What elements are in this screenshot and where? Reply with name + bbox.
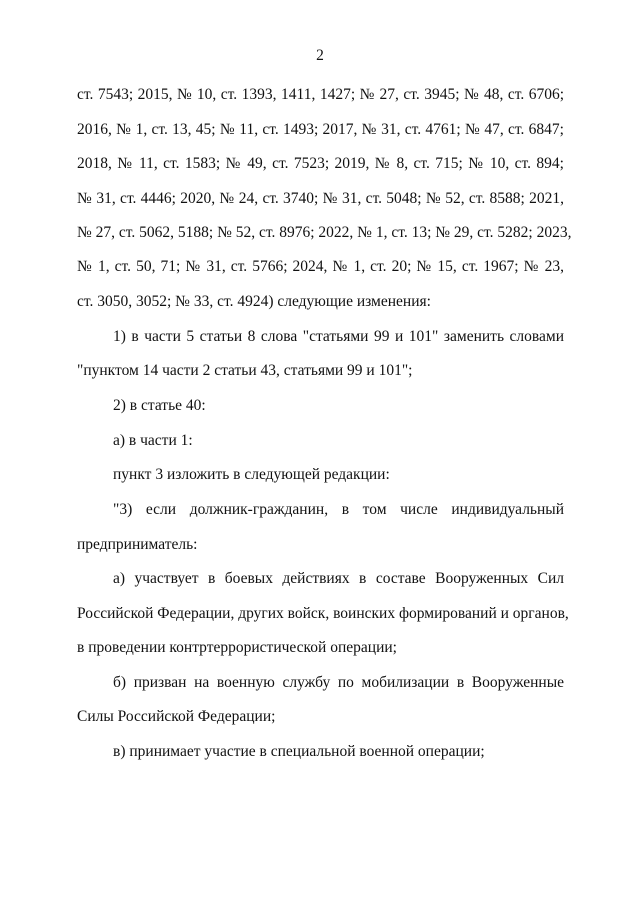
text-line: в проведении контртеррористической операции; [77, 639, 397, 656]
page-number: 2 [316, 47, 324, 64]
text-line: Российской Федерации, других войск, воинских формирований и органов, [77, 605, 569, 622]
paragraph-first-line: б) призван на военную службу по мобилизации в Вооруженные [113, 674, 564, 691]
text-line: № 1, ст. 50, 71; № 31, ст. 5766; 2024, № 1, ст. 20; № 15, ст. 1967; № 23, [77, 258, 564, 275]
text-line: 2018, № 11, ст. 1583; № 49, ст. 7523; 2019, № 8, ст. 715; № 10, ст. 894; [77, 155, 564, 172]
paragraph-first-line: 1) в части 5 статьи 8 слова "статьями 99 и 101" заменить словами [113, 328, 564, 345]
paragraph-first-line: "3) если должник-гражданин, в том числе индивидуальный [113, 501, 564, 518]
paragraph-first-line: в) принимает участие в специальной военной операции; [113, 743, 485, 760]
text-line: № 27, ст. 5062, 5188; № 52, ст. 8976; 2022, № 1, ст. 13; № 29, ст. 5282; 2023, [77, 224, 572, 241]
text-line: предприниматель: [77, 536, 198, 553]
paragraph-first-line: пункт 3 изложить в следующей редакции: [113, 466, 390, 483]
paragraph-first-line: а) участвует в боевых действиях в составе Вооруженных Сил [113, 570, 564, 587]
text-line: 2016, № 1, ст. 13, 45; № 11, ст. 1493; 2017, № 31, ст. 4761; № 47, ст. 6847; [77, 121, 564, 138]
paragraph-first-line: 2) в статье 40: [113, 397, 206, 414]
paragraph-first-line: а) в части 1: [113, 432, 193, 449]
text-line: ст. 3050, 3052; № 33, ст. 4924) следующие изменения: [77, 293, 431, 310]
text-line: ст. 7543; 2015, № 10, ст. 1393, 1411, 1427; № 27, ст. 3945; № 48, ст. 6706; [77, 86, 564, 103]
text-line: № 31, ст. 4446; 2020, № 24, ст. 3740; № 31, ст. 5048; № 52, ст. 8588; 2021, [77, 190, 564, 207]
text-line: "пунктом 14 части 2 статьи 43, статьями 99 и 101"; [77, 362, 413, 379]
text-line: Силы Российской Федерации; [77, 708, 276, 725]
